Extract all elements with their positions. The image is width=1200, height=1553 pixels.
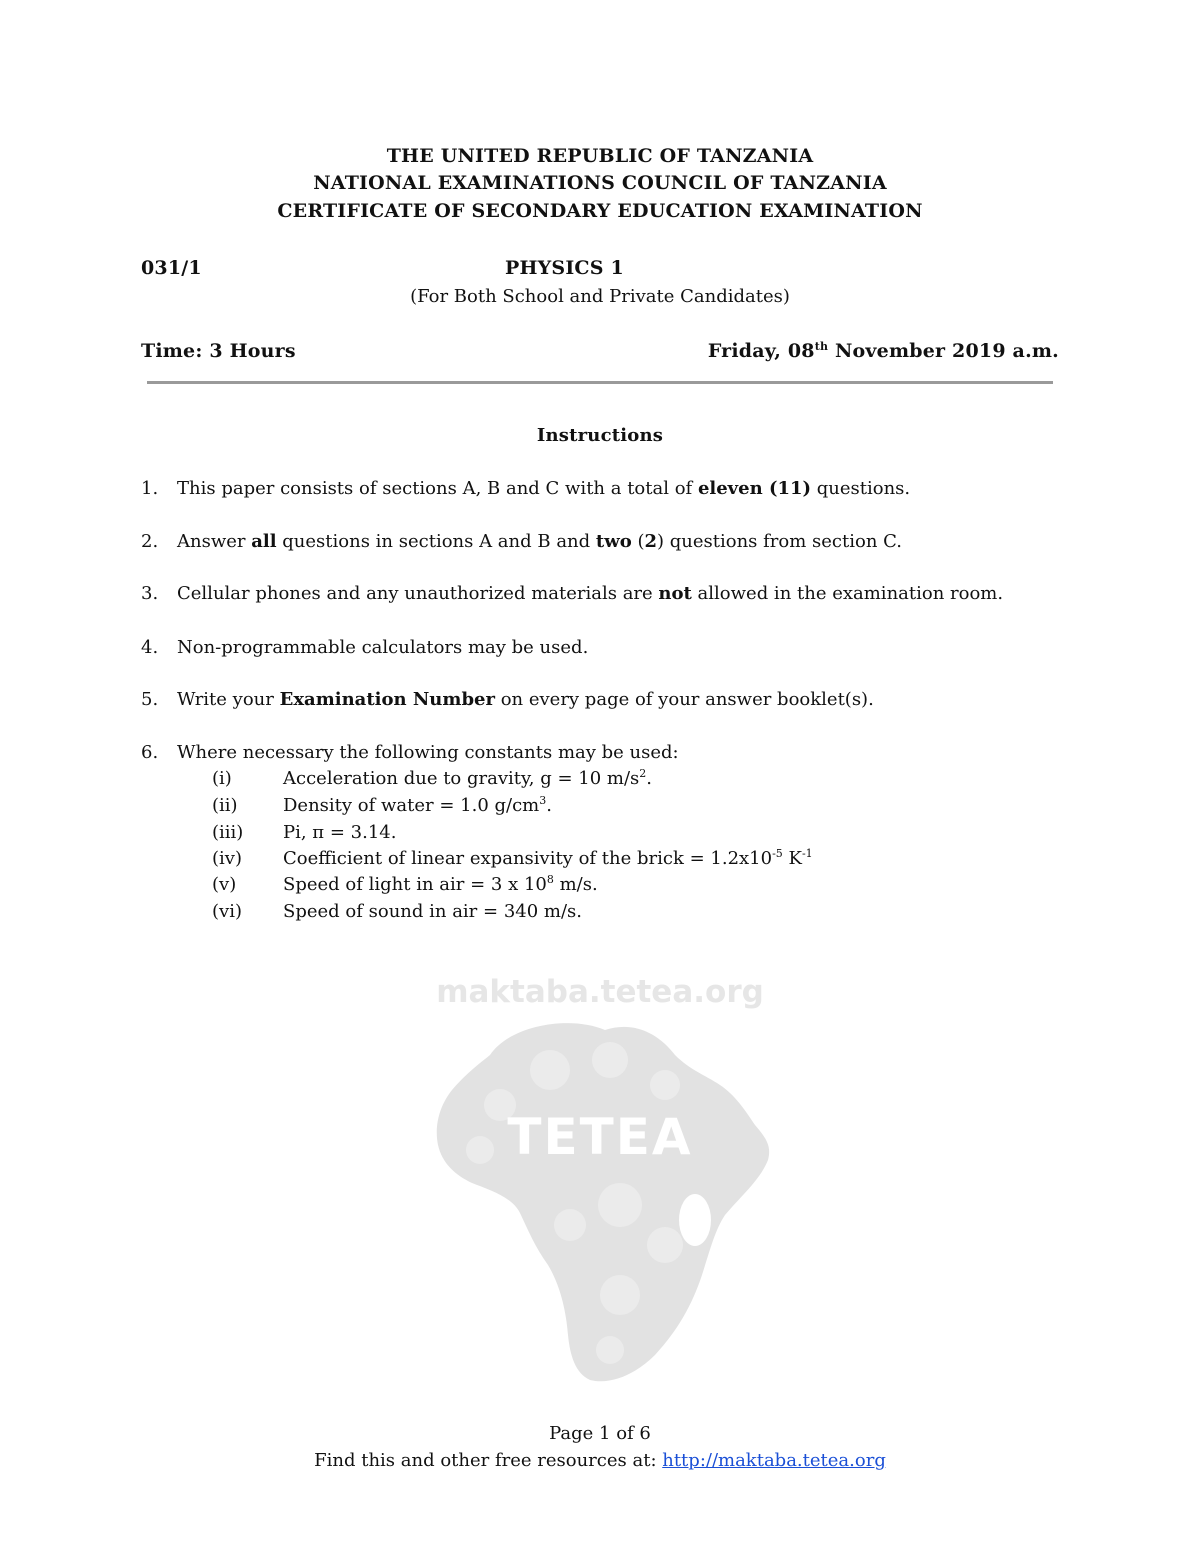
exam-page: THE UNITED REPUBLIC OF TANZANIA NATIONAL EXAMINATIONS COUNCIL OF TANZANIA CERTIFICATE OF SECONDARY EDUCATION EXAMINATION 031/1 PHYSICS 1 (For Both School and Private Candidates) Time: 3 Hours Friday, 08th November 2019 a.m. maktaba.tetea.org TETEA Instructions 1. This paper consists of sections A, B and C with a total of eleven (11) questions. 2. Answer all questions in sections A and B and two (2) questions from section C. 3. Cellular phones and any unauthorized materials are not allowed in the examination room. 4. Non-programmable calculators may be used. 5. Write your Examination Number on every page of your answer booklet(s). 6. Where necessary the following constants may be used: (i) Acceleration due to gravity, g = 10 $m/s^2$. (ii) Density of water = 1.0 $g/cm^3$. (iii) Pi, π = 3.14. (iv) Coefficient of linear expansivity of the brick = $1.2x10^{-5}$ $K^{-1}$ (v) Speed of light in air = 3 x $10^8$ m/s. (vi) Speed of sound in air = 340 m/s. Page 1 of 6 Find this and other free resources at: http://maktaba.tetea.org <box>0 0 1200 1553</box>
header-line-2: NATIONAL EXAMINATIONS COUNCIL OF TANZANIA <box>313 172 887 194</box>
africa-map-watermark <box>420 975 780 1395</box>
footer-resources: Find this and other free resources at: http://maktaba.tetea.org <box>314 1450 886 1471</box>
header-line-1: THE UNITED REPUBLIC OF TANZANIA <box>386 145 814 167</box>
watermark-brand: TETEA <box>507 1108 693 1166</box>
header-divider <box>147 381 1053 384</box>
instruction-item: 3. Cellular phones and any unauthorized materials are not allowed in the examination room. <box>141 583 1004 604</box>
instruction-item: 4. Non-programmable calculators may be used. <box>141 637 589 658</box>
watermark-site: maktaba.tetea.org <box>436 974 764 1010</box>
exam-subject: PHYSICS 1 <box>505 257 624 279</box>
header-line-3: CERTIFICATE OF SECONDARY EDUCATION EXAMINATION <box>277 200 923 222</box>
instruction-item: 2. Answer all questions in sections A and B and two (2) questions from section C. <box>141 531 903 552</box>
page-number: Page 1 of 6 <box>549 1423 651 1444</box>
instruction-item: 5. Write your Examination Number on every page of your answer booklet(s). <box>141 689 874 710</box>
candidates-note: (For Both School and Private Candidates) <box>410 286 790 307</box>
instructions-title: Instructions <box>536 425 664 446</box>
exam-time: Time: 3 Hours <box>141 340 296 362</box>
instruction-item: 6. Where necessary the following constants may be used: <box>141 742 679 763</box>
resources-link[interactable]: http://maktaba.tetea.org <box>662 1450 886 1471</box>
instruction-item: 1. This paper consists of sections A, B and C with a total of eleven (11) questions. <box>141 478 911 499</box>
exam-code: 031/1 <box>141 257 202 279</box>
exam-date: Friday, 08th November 2019 a.m. <box>707 340 1059 362</box>
